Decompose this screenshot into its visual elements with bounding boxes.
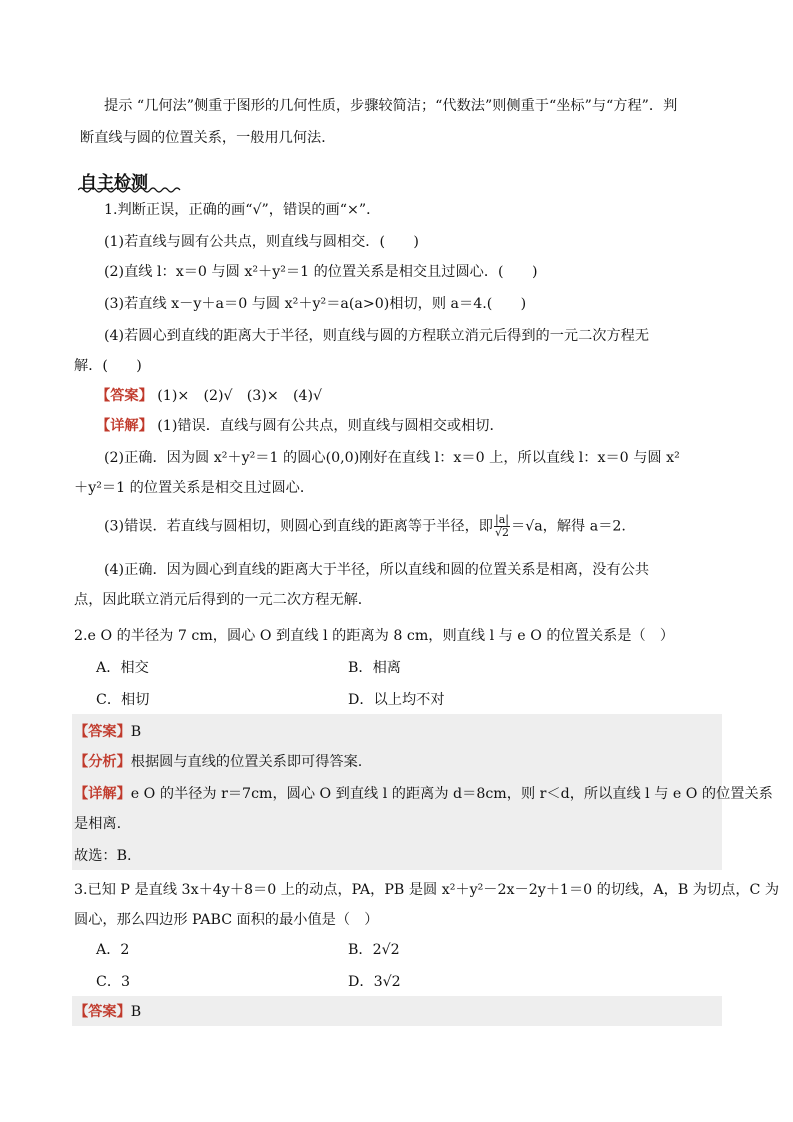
q3-answer-text: B	[130, 1004, 142, 1020]
hint-line-1: 提示 “几何法”侧重于图形的几何性质，步骤较简洁；“代数法”则侧重于“坐标”与“方程”．判	[104, 98, 678, 114]
hint-line-2: 断直线与圆的位置关系，一般用几何法．	[80, 130, 336, 146]
q1-item-3: (3)若直线 x－y＋a＝0 与圆 x²＋y²＝a(a>0)相切，则 a＝4.( )	[104, 296, 527, 312]
q1-detail-3-pre: (3)错误．若直线与圆相切，则圆心到直线的距离等于半径，即	[104, 518, 493, 535]
q2-stem: 2.e O 的半径为 7 cm，圆心 O 到直线 l 的距离为 8 cm，则直线 l 与 e O 的位置关系是（ ）	[74, 628, 675, 644]
q2-answer-text: B	[130, 724, 142, 740]
q3-answer	[74, 1002, 141, 1022]
q1-detail-3	[104, 514, 626, 539]
q3-option-d: D．3√2	[348, 974, 401, 990]
q3-option-a: A．2	[96, 942, 130, 958]
q1-detail-1: (1)错误．直线与圆有公共点，则直线与圆相交或相切．	[152, 418, 504, 434]
q2-detail-text-2: 是相离.	[74, 816, 122, 832]
q2-detail-text: e O 的半径为 r＝7cm，圆心 O 到直线 l 的距离为 d＝8cm，则 r＜d，所以直线 l 与 e O 的位置关系	[130, 786, 773, 802]
q2-option-a: A．相交	[96, 660, 149, 676]
q1-answer	[96, 386, 322, 406]
q2-option-d: D．以上均不对	[348, 692, 445, 708]
q3-solution-box	[72, 996, 722, 1026]
q3-stem-2: 圆心，那么四边形 PABC 面积的最小值是（ ）	[74, 912, 379, 928]
q2-conclusion: 故选：B.	[74, 848, 132, 864]
q1-detail-3-fraction	[494, 514, 510, 539]
q2-analysis-text: 根据圆与直线的位置关系即可得答案.	[130, 754, 363, 770]
q1-detail-3-numerator: |a|	[495, 513, 509, 526]
q1-stem: 1.判断正误，正确的画“√”，错误的画“×”．	[104, 202, 381, 218]
q2-option-b: B．相离	[348, 660, 401, 676]
q1-detail-4a: (4)正确．因为圆心到直线的距离大于半径，所以直线和圆的位置关系是相离，没有公共	[104, 562, 650, 578]
q1-detail-3-denominator: √2	[494, 526, 509, 539]
q1-answer-text: (1)× (2)√ (3)× (4)√	[152, 388, 323, 404]
q1-detail-4b: 点，因此联立消元后得到的一元二次方程无解．	[74, 592, 372, 608]
q3-stem-1: 3.已知 P 是直线 3x＋4y＋8＝0 上的动点，PA，PB 是圆 x²＋y²－2x－2y＋1＝0 的切线，A，B 为切点，C 为	[74, 882, 780, 898]
q2-answer-label: 【答案】	[74, 724, 131, 740]
q2-analysis-label: 【分析】	[74, 754, 131, 770]
q1-item-2: (2)直线 l：x＝0 与圆 x²＋y²＝1 的位置关系是相交且过圆心．( )	[104, 264, 538, 280]
q2-detail	[74, 784, 773, 804]
q1-item-1: (1)若直线与圆有公共点，则直线与圆相交．( )	[104, 234, 419, 250]
q2-option-c: C．相切	[96, 692, 150, 708]
q3-option-b: B．2√2	[348, 942, 400, 958]
q2-analysis	[74, 752, 362, 772]
q1-detail-2b: ＋y²＝1 的位置关系是相交且过圆心．	[74, 480, 315, 496]
q1-detail-3-post: ＝√a，解得 a＝2.	[511, 518, 626, 535]
q1-detail	[96, 416, 504, 436]
q2-detail-label: 【详解】	[74, 786, 131, 802]
q3-answer-label: 【答案】	[74, 1004, 131, 1020]
q1-item-4a: (4)若圆心到直线的距离大于半径，则直线与圆的方程联立消元后得到的一元二次方程无	[104, 328, 650, 344]
q1-detail-label: 【详解】	[96, 418, 153, 434]
q2-answer	[74, 722, 141, 742]
q1-item-4b: 解．( )	[74, 358, 142, 374]
q3-option-c: C．3	[96, 974, 131, 990]
section-title-underline	[78, 186, 182, 194]
q1-answer-label: 【答案】	[96, 388, 153, 404]
section-title: 自主检测	[80, 173, 148, 193]
q1-detail-2a: (2)正确．因为圆 x²＋y²＝1 的圆心(0,0)刚好在直线 l：x＝0 上，所以直线 l：x＝0 与圆 x²	[104, 450, 680, 466]
